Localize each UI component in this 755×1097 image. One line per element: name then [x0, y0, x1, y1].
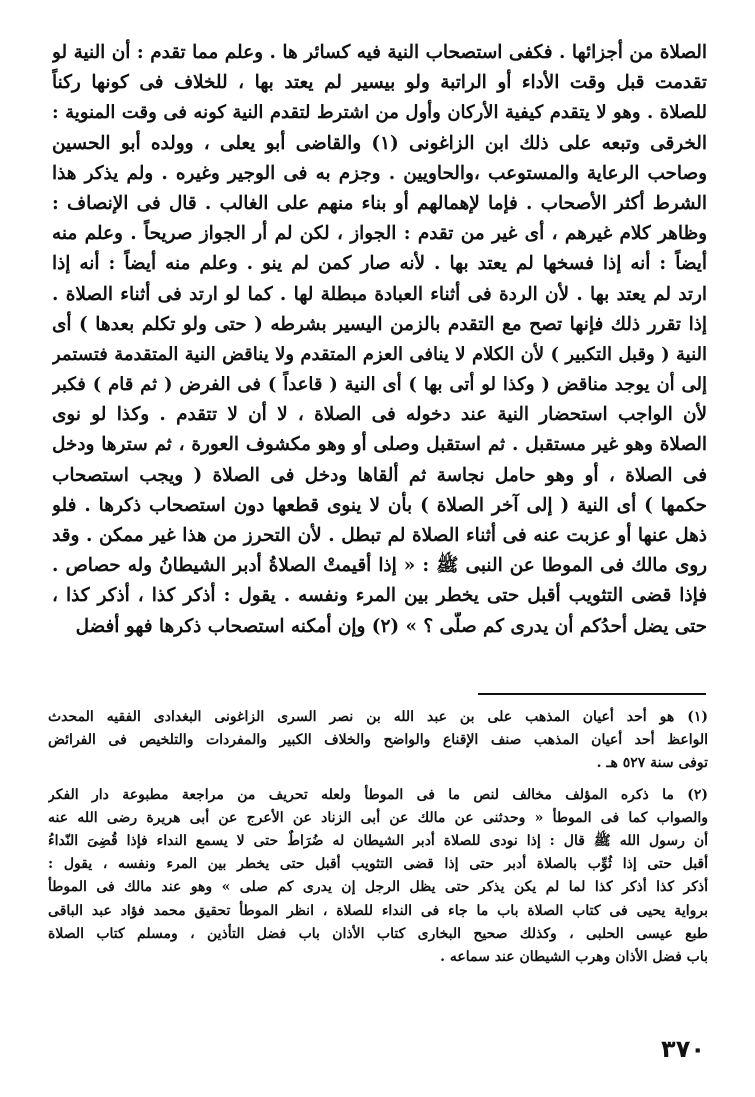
footnote-2-line: باب فضل الأذان وهرب الشيطان عند سماعه . — [440, 948, 708, 965]
footnote-2-line: طبع عيسى الحلبى ، وكذلك صحيح البخارى كتاب الأذان باب فضل التأذين ، ومسلم كتاب الصلاة — [48, 925, 708, 942]
page-number: ٣٧٠ — [661, 1035, 705, 1063]
footnote-2-line: برواية يحيى فى كتاب الصلاة باب ما جاء فى النداء للصلاة ، انظر الموطأ تحقيق محمد فؤاد عبد الباقى — [48, 902, 708, 919]
main-text-line: إلى أن يوجد مناقض ( وكذا لو أتى بها ) أى النية ( قاعداً ) فى الفرض ( ثم قام ) فكبر — [52, 374, 707, 396]
footnotes — [48, 706, 708, 969]
main-text-line: أيضاً : أنه إذا فسخها لم يعتد بها . لأنه صار كمن لم ينو . وعلم منه أيضاً : أنه إذا — [52, 253, 707, 275]
main-text-line: ذهل عنها أو عزبت عنه فى أثناء الصلاة لم تبطل . لأن التحرز من هذا غير ممكن . وقد — [52, 525, 707, 546]
main-text-line: روى مالك فى الموطا عن النبى ﷺ : « إذا أقيمتْ الصلاةُ أدبر الشيطانُ وله حصاص . — [52, 555, 707, 577]
main-text-line: الصلاة من أجزائها . فكفى استصحاب النية فيه كسائر ها . وعلم مما تقدم : أن النية لو — [52, 42, 707, 63]
footnote-2-line: أن رسول الله ﷺ قال : إذا نودى للصلاة أدبر الشيطان له ضُرَاطٌ حتى لا يسمع النداء فإذا قُضِىَ النّداءُ — [48, 832, 708, 849]
main-text — [52, 38, 707, 642]
main-text-line: حكمها ) أى النية ( إلى آخر الصلاة ) بأن لا ينوى قطعها دون استصحاب ذكرها . فلو — [52, 494, 707, 516]
main-text-line: فإذا قضى التثويب أقبل حتى يخطر بين المرء ونفسه . يقول : أذكر كذا ، أذكر كذا ، — [52, 585, 707, 607]
main-text-line: وصاحب الرعاية والمستوعب ،والحاويين . وجزم به فى الوجير وغيره . ولم يذكر هذا — [52, 162, 707, 184]
main-text-line: حتى يضل أحدُكم أن يدرى كم صلّى ؟ » (٢) وإن أمكنه استصحاب ذكرها فهو أفضل — [75, 615, 707, 637]
footnote-1-line: توفى سنة ٥٢٧ هـ . — [596, 755, 708, 772]
footnote-gap — [48, 776, 708, 784]
footnote-2-line: أذكر كذا أذكر كذا لما لم يكن يذكر حتى يظل الرجل إن يدرى كم صلى » وهو عند مالك فى الموطأ — [48, 879, 708, 896]
main-text-line: فى الصلاة ، أو وهو حامل نجاسة ثم ألقاها ودخل فى الصلاة ( ويجب استصحاب — [52, 464, 707, 486]
main-text-line: إذا تقرر ذلك فإنها تصح مع التقدم بالزمن اليسير بشرطه ( حتى ولو تكلم بعدها ) أى — [52, 313, 707, 335]
main-text-line: للصلاة . وهو لا يتقدم كيفية الأركان وأول من اشترط لتقدم النية كونه فى وقت المنوية : — [52, 102, 707, 124]
footnote-separator — [478, 693, 706, 695]
main-text-line: ارتد لم يعتد بها . لأن الردة فى أثناء العبادة مبطلة لها . كما لو ارتد فى أثناء الصلاة . — [52, 283, 707, 305]
main-text-line: تقدمت قبل وقت الأداء أو الراتبة ولو بيسير لم يعتد بها ، للخلاف فى كونها ركناً — [52, 72, 707, 94]
main-text-line: النية ( وقبل التكبير ) لأن الكلام لا ينافى العزم المتقدم ولا يناقض النية المتقدمة فتستمر — [52, 343, 707, 365]
main-text-line: الخرقى وتبعه على ذلك ابن الزاغونى (١) والقاضى أبو يعلى ، وولده أبو الحسين — [52, 132, 707, 154]
footnote-2-line: والصواب كما فى الموطأ « وحدثنى عن مالك عن أبى الزناد عن الأعرج عن أبى هريرة رضى الله عنه — [48, 809, 708, 826]
footnote-2-line: (٢) ما ذكره المؤلف مخالف لنص ما فى الموطأ ولعله تحريف من مراجعة مطبوعة دار الفكر — [48, 786, 708, 803]
footnote-2-line: أقبل حتى إذا ثُوِّب بالصلاة أدبر حتى إذا قضى التثويب أقبل حتى يخطر بين المرء ونفسه ، يقول : — [48, 856, 708, 873]
footnote-1-line: (١) هو أحد أعيان المذهب على بن عبد الله بن نصر السرى الزاغونى البغدادى الفقيه المحدث — [48, 709, 708, 725]
main-text-line: وظاهر كلام غيرهم ، أى غير من تقدم : الجواز ، لكن لم أر الجواز صريحاً . وعلم منه — [52, 223, 707, 245]
main-text-line: الصلاة وهو غير مستقبل . ثم استقبل وصلى أو وهو مكشوف العورة ، ثم سترها ودخل — [52, 434, 707, 456]
footnote-1-line: الواعظ أحد أعيان المذهب صنف الإقناع والواضح والخلاف الكبير والمفردات والتلخيص فى الفرائض — [48, 732, 708, 749]
main-text-line: الشرط أكثر الأصحاب . فإما لإهمالهم أو بناء منهم على الغالب . قال فى الإنصاف : — [52, 192, 707, 214]
main-text-line: لأن الواجب استحضار النية عند دخوله فى الصلاة ، لا أن لا تتقدم . وكذا لو نوى — [52, 404, 707, 426]
